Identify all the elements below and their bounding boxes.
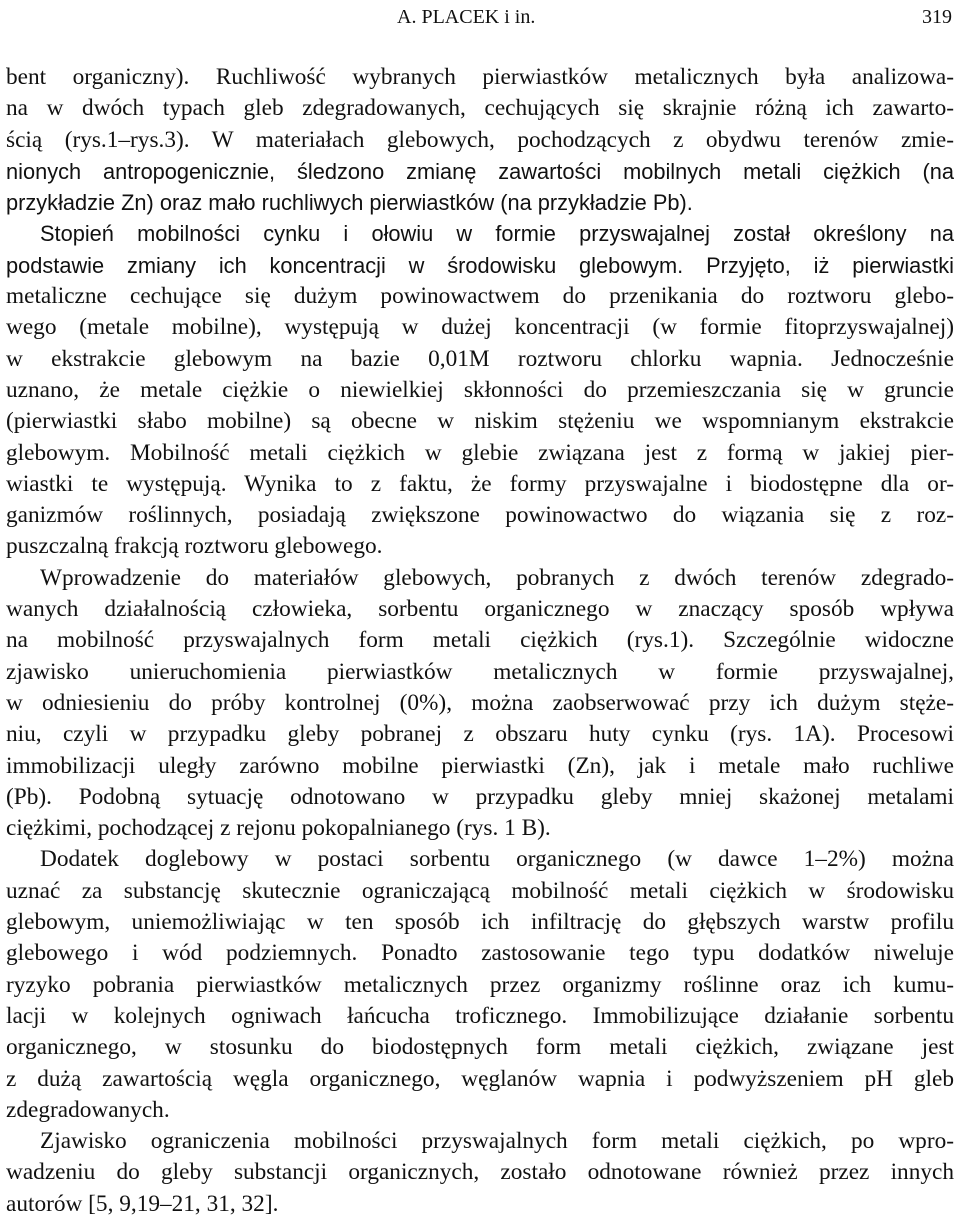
text-line: ganizmów roślinnych, posiadają zwiększone powinowactwo do wiązania się z roz-	[6, 502, 954, 529]
text-line: ciężkimi, pochodzącej z rejonu pokopalnianego (rys. 1 B).	[6, 815, 551, 842]
text-line: uznano, że metale ciężkie o niewielkiej skłonności do przemieszczania się w gruncie	[6, 376, 954, 403]
text-line: wego (metale mobilne), występują w dużej koncentracji (w formie fitoprzyswajalnej)	[6, 314, 954, 341]
text-line: ryzyko pobrania pierwiastków metalicznych przez organizmy roślinne oraz ich kumu-	[6, 971, 954, 998]
paragraph	[6, 218, 954, 562]
text-line: glebowym. Mobilność metali ciężkich w glebie związana jest z formą w jakiej pier-	[6, 439, 954, 466]
text-line: lacji w kolejnych ogniwach łańcucha troficznego. Immobilizujące działanie sorbentu	[6, 1002, 954, 1029]
text-line: bent organiczny). Ruchliwość wybranych pierwiastków metalicznych była analizowa-	[6, 64, 954, 90]
paragraph	[6, 62, 954, 218]
text-line: Wprowadzenie do materiałów glebowych, pobranych z dwóch terenów zdegrado-	[40, 564, 954, 591]
text-line: wadzeniu do gleby substancji organicznych, zostało odnotowane również przez innych	[6, 1159, 954, 1186]
text-line: (Pb). Podobną sytuację odnotowano w przypadku gleby mniej skażonej metalami	[6, 783, 954, 810]
text-line: na mobilność przyswajalnych form metali ciężkich (rys.1). Szczególnie widoczne	[6, 627, 954, 654]
text-line: uznać za substancję skutecznie ograniczającą mobilność metali ciężkich w środowisku	[6, 877, 954, 904]
text-line: immobilizacji uległy zarówno mobilne pierwiastki (Zn), jak i metale mało ruchliwe	[6, 752, 954, 779]
text-line: w odniesieniu do próby kontrolnej (0%), można zaobserwować przy ich dużym stęże-	[6, 689, 954, 716]
text-line: wanych działalnością człowieka, sorbentu organicznego w znaczący sposób wpływa	[6, 596, 954, 623]
text-line: wiastki te występują. Wynika to z faktu, że formy przyswajalne i biodostępne dla or-	[6, 470, 954, 497]
article-body	[6, 62, 954, 1220]
text-line: Stopień mobilności cynku i ołowiu w formie przyswajalnej został określony na	[40, 221, 954, 247]
text-line: na w dwóch typach gleb zdegradowanych, cechujących się skrajnie różną ich zawarto-	[6, 95, 954, 122]
text-line: z dużą zawartością węgla organicznego, węglanów wapnia i podwyższeniem pH gleb	[6, 1065, 954, 1092]
text-line: niu, czyli w przypadku gleby pobranej z obszaru huty cynku (rys. 1A). Procesowi	[6, 721, 954, 748]
paragraph	[6, 1126, 954, 1220]
page-number: 319	[922, 6, 952, 28]
text-line: metaliczne cechujące się dużym powinowactwem do przenikania do roztworu glebo-	[6, 283, 954, 310]
text-line: (pierwiastki słabo mobilne) są obecne w niskim stężeniu we wspomnianym ekstrakcie	[6, 408, 954, 435]
page-header	[0, 4, 960, 30]
running-head: A. PLACEK i in.	[397, 6, 536, 28]
text-line: autorów [5, 9,19–21, 31, 32].	[6, 1190, 279, 1217]
text-line: przykładzie Zn) oraz mało ruchliwych pierwiastków (na przykładzie Pb).	[6, 190, 693, 216]
text-line: Zjawisko ograniczenia mobilności przyswajalnych form metali ciężkich, po wpro-	[40, 1128, 954, 1155]
text-line: w ekstrakcie glebowym na bazie 0,01M roztworu chlorku wapnia. Jednocześnie	[6, 345, 954, 372]
text-line: zdegradowanych.	[6, 1096, 170, 1123]
text-line: organicznego, w stosunku do biodostępnych form metali ciężkich, związane jest	[6, 1034, 954, 1061]
paragraph	[6, 844, 954, 1126]
text-line: ścią (rys.1–rys.3). W materiałach glebowych, pochodzących z obydwu terenów zmie-	[6, 126, 954, 153]
text-line: puszczalną frakcją roztworu glebowego.	[6, 533, 383, 560]
text-line: podstawie zmiany ich koncentracji w środowisku glebowym. Przyjęto, iż pierwiastki	[6, 252, 954, 278]
text-line: zjawisko unieruchomienia pierwiastków metalicznych w formie przyswajalnej,	[6, 658, 954, 685]
paragraph	[6, 563, 954, 845]
text-line: glebowym, uniemożliwiając w ten sposób ich infiltrację do głębszych warstw profilu	[6, 909, 954, 936]
text-line: nionych antropogenicznie, śledzono zmianę zawartości mobilnych metali ciężkich (na	[6, 158, 954, 184]
text-line: Dodatek doglebowy w postaci sorbentu organicznego (w dawce 1–2%) można	[40, 846, 954, 873]
text-line: glebowego i wód podziemnych. Ponadto zastosowanie tego typu dodatków niweluje	[6, 940, 954, 967]
